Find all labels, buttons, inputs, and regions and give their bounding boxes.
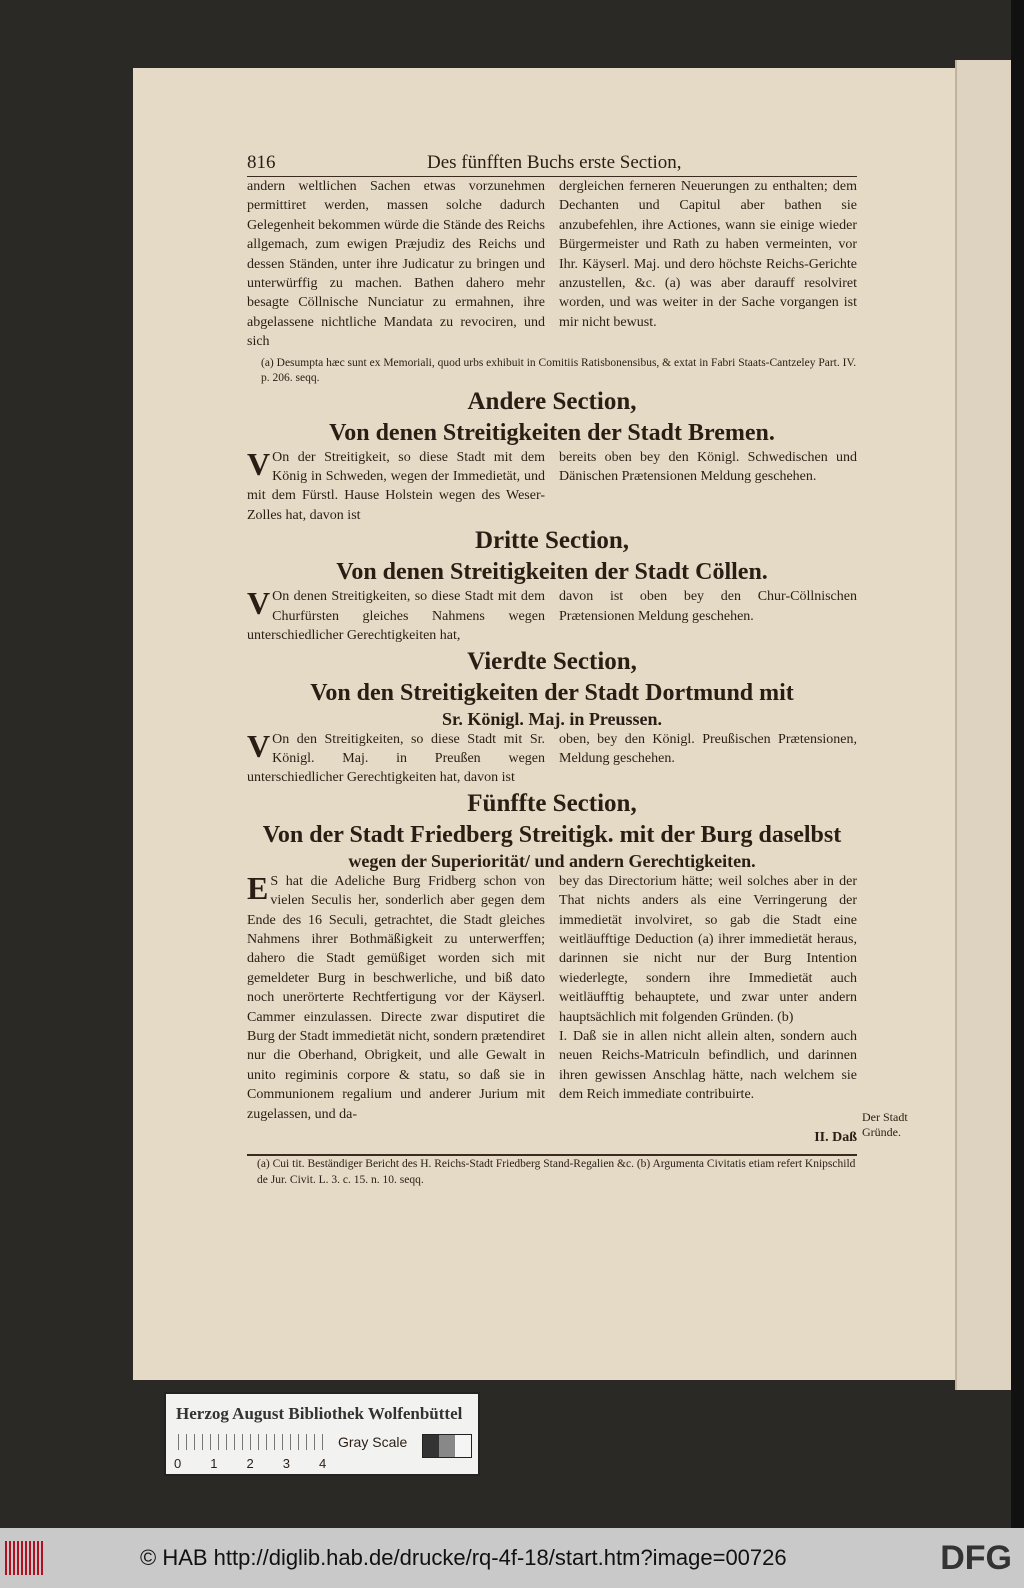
copyright-url[interactable]: © HAB http://diglib.hab.de/drucke/rq-4f-18/start.htm?image=00726	[140, 1545, 787, 1570]
column-right: oben, bey den Königl. Preußischen Prætensionen, Meldung geschehen.	[559, 731, 857, 766]
hab-logo-icon	[5, 1541, 45, 1575]
footer-bar	[0, 1528, 1024, 1588]
footnotes: (a) Cui tit. Beständiger Bericht des H. Reichs-Stadt Friedberg Stand-Regalien &c. (b) Argumenta Civitatis etiam refert Knipschild de Jur. Civit. L. 3. c. 15. n. 10. seqq.	[257, 1158, 856, 1186]
running-title: Des fünfften Buchs erste Section,	[427, 152, 682, 173]
initial-letter: V	[247, 585, 271, 622]
section-subtitle: Sr. Königl. Maj. in Preussen.	[441, 708, 663, 729]
column-right-point-1: I. Daß sie in allen nicht allein alten, sondern auch neuen Reichs-Matriculn befindlich, und darinnen ihren gewissen Anschlag hätte, nach welchem sie dem Reich immediate contribuirte.	[559, 1028, 857, 1103]
column-right: bereits oben bey den Königl. Schwedischen und Dänischen Prætensionen Meldung geschehen.	[559, 449, 857, 485]
ruler	[178, 1434, 328, 1450]
column-left: On denen Streitigkeiten, so diese Stadt mit dem Churfürsten gleiches Nahmens wegen unterschiedlicher Gerechtigkeiten hat,	[247, 589, 545, 644]
section-2	[247, 386, 857, 526]
ruler-number: 4	[318, 1456, 327, 1471]
margin-note: Der Stadt Gründe.	[862, 1110, 908, 1139]
intro-columns	[247, 177, 857, 352]
column-left: On der Streitigkeit, so diese Stadt mit dem König in Schweden, wegen der Immedietät, und mit dem Fürstl. Hause Holstein wegen des Weser-Zolles hat, davon ist	[247, 449, 545, 523]
library-color-chart	[164, 1392, 480, 1476]
page-number: 816	[247, 152, 276, 173]
section-title: Von den Streitigkeiten der Stadt Dortmund mit	[310, 679, 794, 706]
gray-scale-swatches	[422, 1434, 472, 1458]
ruler-number: 1	[210, 1456, 218, 1471]
catchword: II. Daß	[814, 1130, 857, 1145]
section-5	[247, 788, 857, 1124]
initial-letter: V	[247, 445, 271, 482]
next-page-edge	[955, 60, 1013, 1390]
library-name: Herzog August Bibliothek Wolfenbüttel	[176, 1404, 463, 1423]
ruler-numbers	[174, 1456, 326, 1471]
dfg-logo: DFG	[940, 1538, 1012, 1577]
footnote-a: (a) Desumpta hæc sunt ex Memoriali, quod urbs exhibuit in Comitiis Ratisbonensibus, & extat in Fabri Staats-Cantzeley Part. IV. p. 206. seqq.	[261, 356, 857, 384]
section-3	[247, 525, 857, 645]
column-right: dergleichen ferneren Neuerungen zu enthalten; dem Dechanten und Capitul aber bathen sie anzubefehlen, ihre Actiones, wann sie einige wieder Bürgermeister und Rath zu haben vermeinten, vor Ihr. Käyserl. Maj. und dero höchste Reichs-Gerichte anzustellen, &c. (a) was aber darauff resolviret worden, und was weiter in der Sache vorgangen ist mir nicht bewust.	[559, 179, 857, 330]
section-heading: Andere Section,	[467, 387, 637, 415]
scan-border	[1011, 0, 1024, 1528]
section-title: Von der Stadt Friedberg Streitigk. mit der Burg daselbst	[262, 821, 842, 848]
column-left: On den Streitigkeiten, so diese Stadt mit Sr. Königl. Maj. in Preußen wegen unterschiedlicher Gerechtigkeiten hat, davon ist	[247, 731, 545, 786]
section-4	[247, 646, 857, 788]
initial-letter: E	[247, 869, 269, 906]
section-heading: Vierdte Section,	[467, 647, 637, 675]
section-subtitle: wegen der Superiorität/ und andern Gerechtigkeiten.	[348, 850, 756, 871]
running-header	[247, 152, 857, 177]
gray-scale-label: Gray Scale	[338, 1434, 408, 1450]
column-left: andern weltlichen Sachen etwas vorzunehmen permittiret werden, massen solche dadurch Gelegenheit bekommen würde die Stände des Reichs allgemach, zum ewigen Præjudiz des Reichs und dessen Ständen, unter ihre Judicatur zu bringen und unterwürffig zu machen. Bathen dahero mehr besagte Cöllnische Nunciatur zu ermahnen, ihre abgelassene nichtliche Mandata zu revociren, und sich	[247, 179, 545, 350]
page-content	[247, 152, 857, 1188]
column-right: bey das Directorium hätte; weil solches aber in der That nichts anders als eine Verringerung der immedietät involviret, so gab die Stadt eine weitläufftige Deduction (a) ihrer immedietät heraus, darinnen sie nicht nur der Burg Intention wiederlegte, sondern ihre Immedietät auch weitläufftig behauptete, und zwar unter andern hauptsächlich mit folgenden Gründen. (b)	[559, 873, 857, 1025]
column-right: davon ist oben bey den Chur-Cöllnischen Prætensionen Meldung geschehen.	[559, 589, 857, 624]
section-heading: Fünffte Section,	[467, 789, 637, 817]
ruler-number: 3	[282, 1456, 290, 1471]
initial-letter: V	[247, 727, 271, 764]
section-title: Von denen Streitigkeiten der Stadt Cöllen.	[336, 559, 768, 586]
column-left: S hat die Adeliche Burg Fridberg schon von vielen Seculis her, sonderlich aber gegen dem Ende des 16 Seculi, getrachtet, die Stadt gleiches Nahmens ihrer Bothmäßigkeit zu unterwerffen; dahero die Stadt gemüßiget worden sich mit gemeldeter Burg in beschwerliche, und biß dato noch unerörterte Rechtfertigung vor der Käyserl. Cammer einzulassen. Directe zwar disputiret die Burg der Stadt immedietät nicht, sondern prætendiret nur die Oberhand, Obrigkeit, und alle Gewalt in unito regiminis corpore & statu, so daß sie in Communionem regalium und anderer Jurium mit zugelassen, und da-	[247, 873, 545, 1122]
ruler-number: 0	[174, 1456, 182, 1471]
section-title: Von denen Streitigkeiten der Stadt Bremen.	[329, 419, 775, 446]
ruler-number: 2	[246, 1456, 254, 1471]
section-heading: Dritte Section,	[474, 527, 630, 555]
